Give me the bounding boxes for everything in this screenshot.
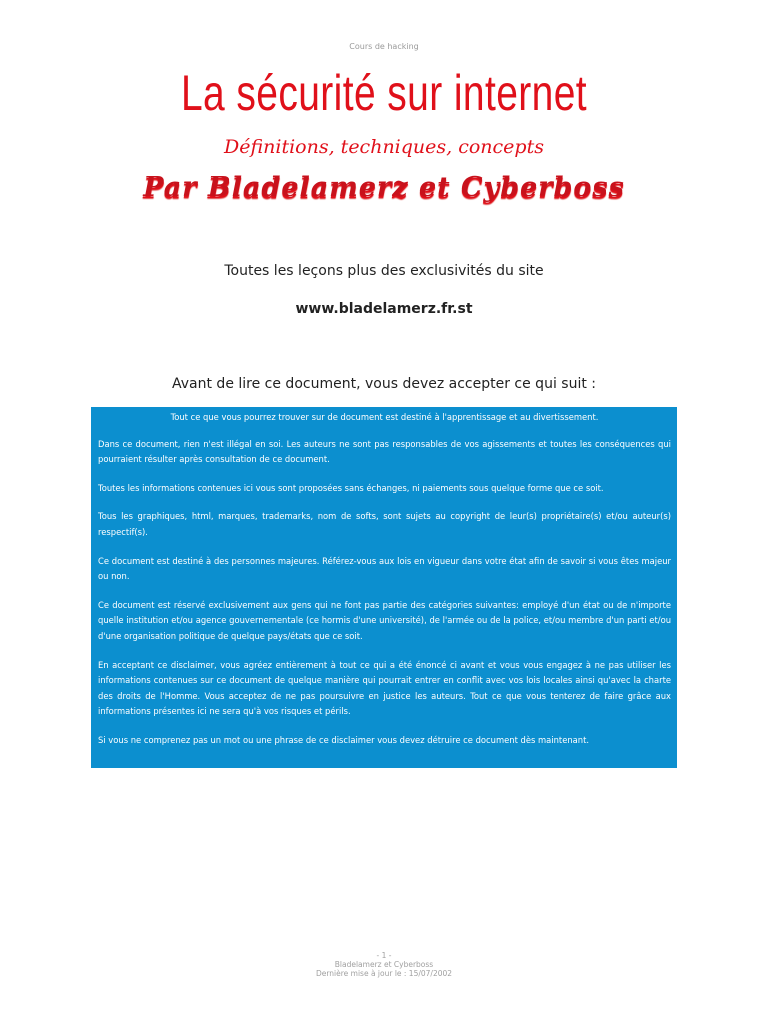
lessons-text: Toutes les leçons plus des exclusivités du site xyxy=(224,263,544,279)
site-url: www.bladelamerz.fr.st xyxy=(295,301,473,317)
page-footer xyxy=(0,951,768,978)
disclaimer-paragraph: Tout ce que vous pourrez trouver sur de document est destiné à l'apprentissage et au divertissement. xyxy=(170,412,599,422)
disclaimer-paragraph: Toutes les informations contenues ici vous sont proposées sans échanges, ni paiements sous quelque forme que ce soit. xyxy=(98,482,604,493)
authors-byline: Par Bladelamerz et Cyberboss xyxy=(143,172,625,203)
disclaimer-paragraph: Ce document est destiné à des personnes majeures. Référez-vous aux lois en vigueur dans votre état afin de savoir si vous êtes majeur ou non. xyxy=(98,555,671,582)
footer-authors: Bladelamerz et Cyberboss xyxy=(334,960,434,969)
document-subtitle: Définitions, techniques, concepts xyxy=(224,136,544,158)
disclaimer-paragraph: Tous les graphiques, html, marques, trademarks, nom de softs, sont sujets au copyright de leur(s) propriétaire(s) et/ou auteur(s) respectif(s). xyxy=(98,511,671,537)
disclaimer-paragraph: En acceptant ce disclaimer, vous agréez entièrement à tout ce qui a été énoncé ci avant et vous vous engagez à ne pas utiliser les informations contenues sur ce document de quelque manière qui pourrait entrer en conflit avec vos lois locales ainsi qu'avec la charte des droits de l'Homme. Vous acceptez de ne pas poursuivre en justice les auteurs. Tout ce que vous tenterez de faire grâce aux informations présentes ici ne sera qu'à vos risques et périls. xyxy=(98,659,671,717)
accept-notice: Avant de lire ce document, vous devez accepter ce qui suit : xyxy=(172,376,596,392)
disclaimer-paragraph: Dans ce document, rien n'est illégal en soi. Les auteurs ne sont pas responsables de vos agissements et toutes les conséquences qui pourraient résulter après consultation de ce document. xyxy=(98,438,671,465)
disclaimer-box xyxy=(91,407,677,768)
document-title: La sécurité sur internet xyxy=(180,65,588,121)
disclaimer-paragraph: Ce document est réservé exclusivement aux gens qui ne font pas partie des catégories suivantes: employé d'un état ou de n'importe quelle institution et/ou agence gouvernementale (ce hormis d'une université), de l'armée ou de la police, et/ou membre d'un parti et/ou d'une organisation politique de quelque pays/états que ce soit. xyxy=(98,599,671,641)
header-note: Cours de hacking xyxy=(349,42,419,51)
disclaimer-paragraph: Si vous ne comprenez pas un mot ou une phrase de ce disclaimer vous devez détruire ce document dès maintenant. xyxy=(98,734,590,745)
last-update: Dernière mise à jour le : 15/07/2002 xyxy=(315,969,453,978)
page-number: - 1 - xyxy=(376,951,392,960)
